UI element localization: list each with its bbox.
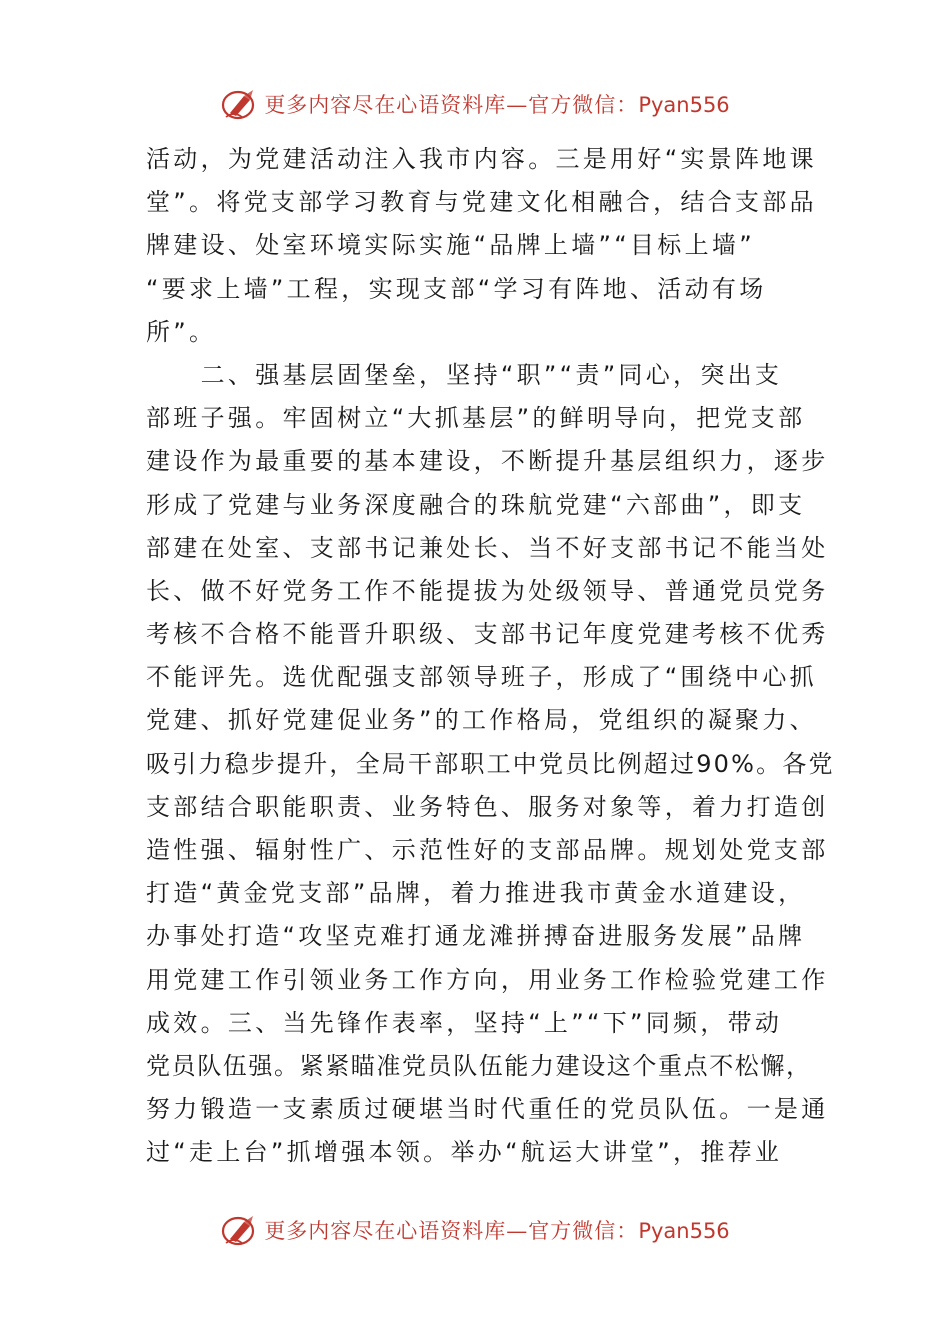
- body-line: 支部结合职能职责、业务特色、服务对象等，着力打造创: [146, 792, 829, 821]
- body-line: 用党建工作引领业务工作方向，用业务工作检验党建工作: [146, 965, 829, 994]
- body-line: 过“走上台”抓增强本领。举办“航运大讲堂”，推荐业: [146, 1138, 783, 1167]
- body-line: 部建在处室、支部书记兼处长、当不好支部书记不能当处: [146, 533, 829, 562]
- body-line: 办事处打造“攻坚克难打通龙滩拼搏奋进服务发展”品牌: [146, 922, 806, 951]
- header-wechat-id: Pyan556: [638, 93, 730, 117]
- footer-wechat-id: Pyan556: [638, 1219, 730, 1243]
- body-line: 长、做不好党务工作不能提拔为处级领导、普通党员党务: [146, 576, 829, 605]
- body-line: 活动，为党建活动注入我市内容。三是用好“实景阵地课: [146, 145, 817, 173]
- body-line: “要求上墙”工程，实现支部“学习有阵地、活动有场: [146, 274, 767, 303]
- body-line: 努力锻造一支素质过硬堪当时代重任的党员队伍。一是通: [146, 1095, 829, 1124]
- body-line: 牌建设、处室环境实际实施“品牌上墙”“目标上墙”: [146, 231, 755, 260]
- pen-nib-logo-icon: [220, 1213, 260, 1247]
- body-line: 所”。: [146, 317, 217, 346]
- body-line: 考核不合格不能晋升职级、支部书记年度党建考核不优秀: [146, 620, 829, 649]
- body-line: 二、强基层固堡垒，坚持“职”“责”同心，突出支: [146, 360, 783, 389]
- body-line: 造性强、辐射性广、示范性好的支部品牌。规划处党支部: [146, 836, 829, 864]
- body-line: 建设作为最重要的基本建设，不断提升基层组织力，逐步: [146, 447, 829, 476]
- header-banner-text: 更多内容尽在心语资料库—官方微信：Pyan556: [264, 93, 730, 117]
- pen-nib-logo-icon: [220, 87, 260, 121]
- body-line: 打造“黄金党支部”品牌，着力推进我市黄金水道建设，: [146, 879, 806, 908]
- body-line: 成效。三、当先锋作表率，坚持“上”“下”同频，带动: [146, 1008, 783, 1037]
- footer-banner-text: 更多内容尽在心语资料库—官方微信：Pyan556: [264, 1219, 730, 1243]
- body-line: 堂”。将党支部学习教育与党建文化相融合，结合支部品: [146, 188, 817, 217]
- body-line: 党建、抓好党建促业务”的工作格局，党组织的凝聚力、: [146, 706, 817, 735]
- body-line: 吸引力稳步提升，全局干部职工中党员比例超过90%。各党: [146, 749, 835, 778]
- body-line: 部班子强。牢固树立“大抓基层”的鲜明导向，把党支部: [146, 404, 806, 433]
- footer-watermark-banner: [0, 1210, 950, 1250]
- body-line: 党员队伍强。紧紧瞄准党员队伍能力建设这个重点不松懈，: [146, 1051, 812, 1080]
- document-body: [146, 138, 835, 1175]
- body-line: 不能评先。选优配强支部领导班子，形成了“围绕中心抓: [146, 663, 817, 692]
- body-line: 形成了党建与业务深度融合的珠航党建“六部曲”，即支: [146, 490, 806, 519]
- header-watermark-banner: [0, 84, 950, 124]
